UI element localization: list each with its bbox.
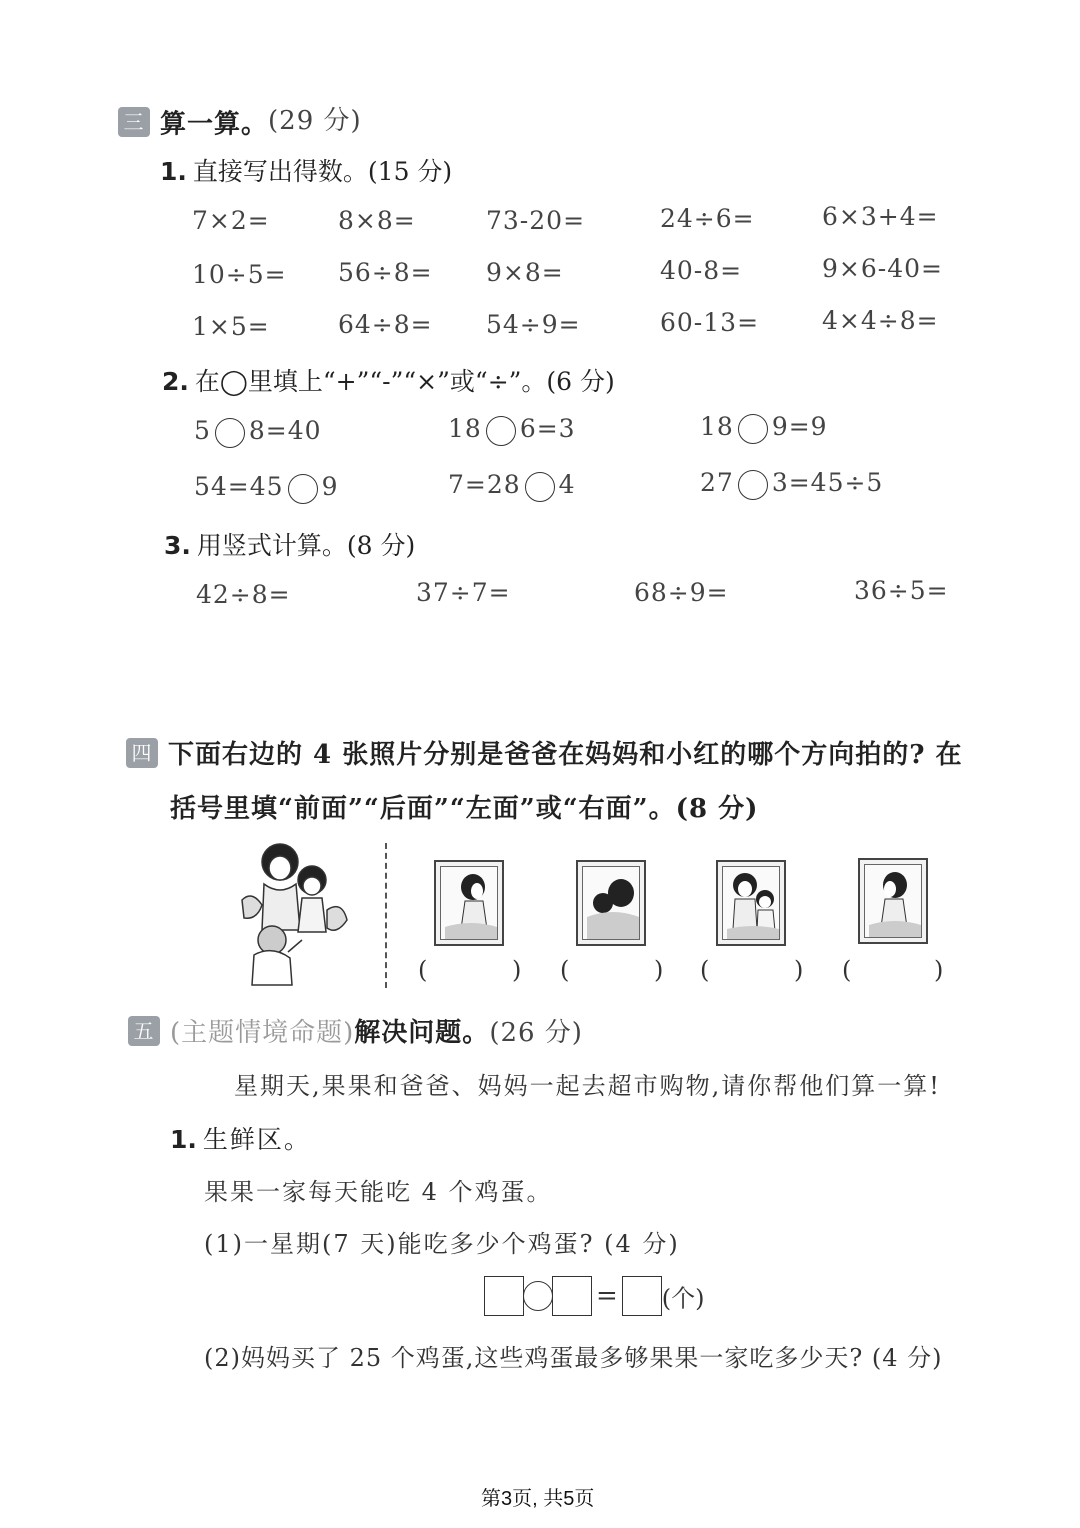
answer-slot-3-close: )	[794, 956, 804, 984]
equation-box-1[interactable]	[484, 1276, 524, 1316]
expr-left: 7=28	[448, 470, 521, 499]
equation-box-2[interactable]	[552, 1276, 592, 1316]
expr-right: 3=45÷5	[771, 468, 884, 497]
vertical-calc-item: 37÷7=	[416, 578, 511, 607]
question-3-number: 3.	[164, 531, 191, 560]
calc-item: 56÷8=	[338, 258, 433, 287]
section-5-sub1: (1)一星期(7 天)能吃多少个鸡蛋? (4 分)	[204, 1230, 680, 1258]
section-5-sub2: (2)妈妈买了 25 个鸡蛋,这些鸡蛋最多够果果一家吃多少天? (4 分)	[204, 1344, 943, 1372]
equation-unit: (个)	[661, 1284, 705, 1313]
expr-left: 54=45	[194, 472, 284, 501]
calc-item: 6×3+4=	[822, 202, 939, 231]
expr-left: 5	[194, 416, 211, 445]
section-3-number: 三	[118, 107, 150, 137]
section-3-score: (29 分)	[268, 106, 362, 136]
calc-item: 24÷6=	[660, 204, 755, 233]
answer-slot-4-close: )	[934, 956, 944, 984]
expr-left: 27	[700, 468, 734, 497]
photo-4	[858, 858, 928, 944]
question-2-header	[162, 362, 615, 398]
vertical-calc-item: 42÷8=	[196, 580, 291, 609]
calc-item: 4×4÷8=	[822, 306, 939, 335]
expr-right: 8=40	[248, 416, 322, 445]
vertical-calc-item: 36÷5=	[854, 576, 949, 605]
section-5-title: 解决问题。	[354, 1018, 490, 1048]
calc-item: 9×6-40=	[822, 254, 943, 283]
answer-slot-3-open[interactable]: (	[700, 956, 710, 984]
section-4-line1: 下面右边的 4 张照片分别是爸爸在妈妈和小红的哪个方向拍的? 在	[168, 740, 963, 770]
photo-3-figure-icon	[723, 867, 780, 940]
expr-left: 18	[448, 414, 482, 443]
family-scene-illustration	[232, 840, 352, 990]
photo-3	[716, 860, 786, 946]
equation-operator-circle[interactable]	[523, 1281, 553, 1311]
expr-left: 18	[700, 412, 734, 441]
operator-blank-item	[700, 412, 828, 444]
operator-circle[interactable]	[215, 418, 245, 448]
operator-circle[interactable]	[486, 416, 516, 446]
expr-right: 6=3	[519, 414, 576, 443]
expr-right: 9	[321, 472, 339, 501]
calc-item: 64÷8=	[338, 310, 433, 339]
answer-slot-2-close: )	[654, 956, 664, 984]
question-1-number: 1.	[160, 157, 187, 186]
section-3-header	[118, 100, 362, 141]
section-4-number: 四	[126, 738, 158, 768]
section-5-q1-title: 生鲜区。	[202, 1125, 311, 1154]
section-5-q1-number: 1.	[170, 1125, 197, 1154]
equation-row	[484, 1276, 705, 1316]
section-5-number: 五	[128, 1016, 160, 1046]
calc-item: 9×8=	[486, 258, 564, 287]
section-5-q1-header	[170, 1120, 311, 1156]
expr-right: 9=9	[771, 412, 828, 441]
operator-circle[interactable]	[525, 472, 555, 502]
photo-2-figure-icon	[583, 867, 640, 940]
section-5-q1-text: 果果一家每天能吃 4 个鸡蛋。	[204, 1178, 553, 1206]
calc-item: 60-13=	[660, 308, 760, 337]
operator-blank-item	[448, 414, 576, 446]
photo-1	[434, 860, 504, 946]
operator-circle[interactable]	[738, 414, 768, 444]
operator-blank-item	[194, 472, 338, 504]
answer-slot-1-close: )	[512, 956, 522, 984]
question-1-title: 直接写出得数。(15 分)	[192, 157, 453, 186]
operator-circle[interactable]	[288, 474, 318, 504]
question-2-title: 在◯里填上“+”“-”“×”或“÷”。(6 分)	[194, 367, 615, 396]
photo-2	[576, 860, 646, 946]
expr-right: 4	[558, 470, 576, 499]
section-4-header	[126, 734, 962, 771]
calc-item: 10÷5=	[192, 260, 287, 289]
page-number: 第3页, 共5页	[481, 1488, 595, 1510]
section-4-line2-wrap	[170, 788, 758, 825]
dashed-divider	[385, 843, 387, 988]
question-2-number: 2.	[162, 367, 189, 396]
equation-equals: =	[596, 1281, 618, 1311]
vertical-calc-item: 68÷9=	[634, 578, 729, 607]
section-5-intro: 星期天,果果和爸爸、妈妈一起去超市购物,请你帮他们算一算!	[234, 1072, 941, 1100]
calc-item: 54÷9=	[486, 310, 581, 339]
section-5-header	[128, 1012, 583, 1049]
calc-item: 40-8=	[660, 256, 743, 285]
answer-slot-4-open[interactable]: (	[842, 956, 852, 984]
operator-blank-item	[194, 416, 322, 448]
calc-item: 1×5=	[192, 312, 270, 341]
photo-4-figure-icon	[865, 865, 922, 938]
calc-item: 73-20=	[486, 206, 586, 235]
section-5-tag: (主题情境命题)	[170, 1018, 355, 1048]
calc-item: 8×8=	[338, 206, 416, 235]
question-3-header	[164, 526, 415, 562]
answer-slot-1-open[interactable]: (	[418, 956, 428, 984]
section-4-line2: 括号里填“前面”“后面”“左面”或“右面”。(8 分)	[170, 794, 759, 824]
answer-slot-2-open[interactable]: (	[560, 956, 570, 984]
question-3-title: 用竖式计算。(8 分)	[196, 531, 416, 560]
operator-circle[interactable]	[738, 470, 768, 500]
equation-box-3[interactable]	[622, 1276, 662, 1316]
operator-blank-item	[448, 470, 576, 502]
photo-1-figure-icon	[441, 867, 498, 940]
calc-item: 7×2=	[192, 206, 270, 235]
section-3-title: 算一算。	[160, 109, 269, 140]
question-1-header	[160, 152, 452, 188]
section-5-score: (26 分)	[489, 1018, 583, 1048]
operator-blank-item	[700, 468, 883, 500]
